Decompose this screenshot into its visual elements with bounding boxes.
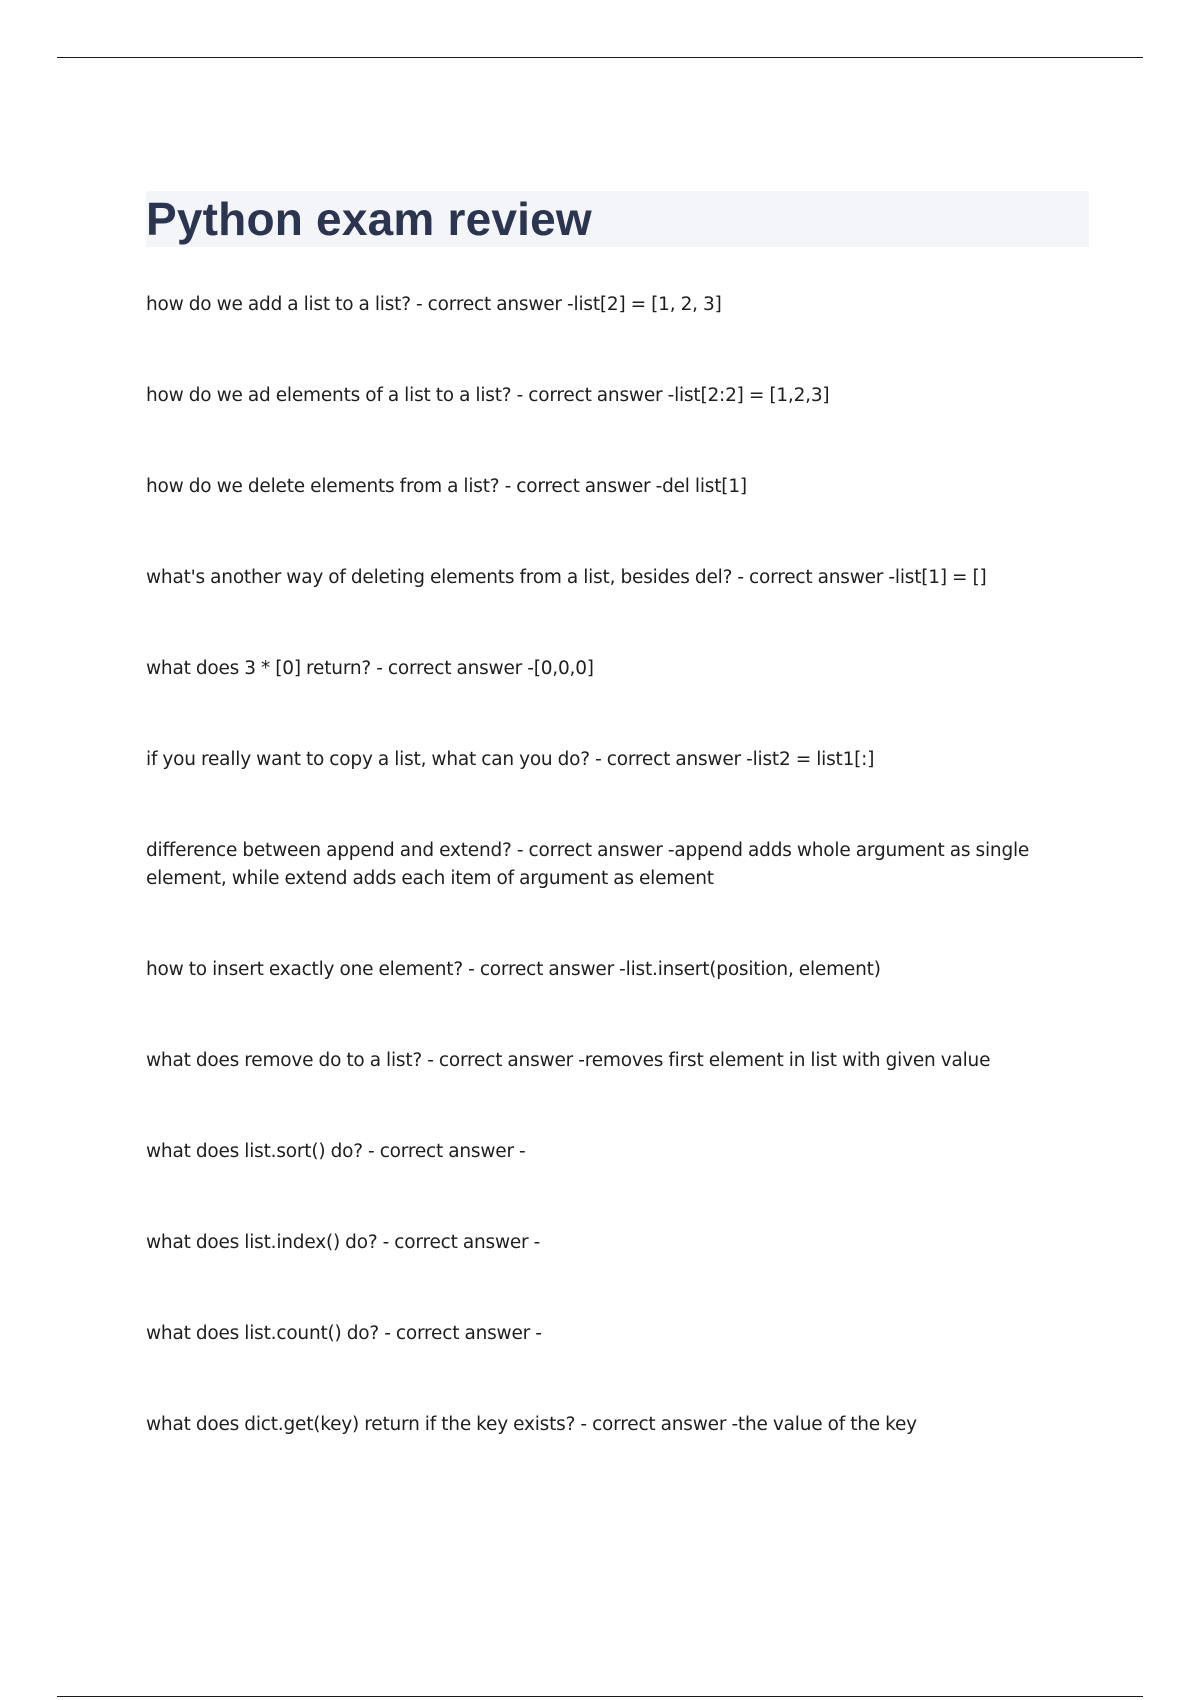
question-text: what does dict.get(key) return if the key exists?: [146, 1414, 576, 1435]
answer-separator: - correct answer -: [422, 1050, 585, 1071]
qa-item: [146, 473, 1046, 501]
qa-item: [146, 382, 1046, 410]
qa-item: [146, 291, 1046, 319]
question-text: what does remove do to a list?: [146, 1050, 423, 1071]
answer-separator: - correct answer -: [589, 749, 753, 770]
answer-text: list[1] = []: [894, 567, 987, 588]
question-text: how do we ad elements of a list to a list?: [146, 385, 512, 406]
answer-text: append adds whole argument as single element, while extend adds each item of argument as element: [146, 840, 1030, 889]
bottom-rule: [57, 1696, 1143, 1697]
answer-separator: - correct answer -: [511, 385, 675, 406]
page-title: Python exam review: [146, 193, 592, 245]
answer-text: del list[1]: [662, 476, 747, 497]
answer-text: [0,0,0]: [533, 658, 594, 679]
answer-text: removes first element in list with given value: [584, 1050, 991, 1071]
answer-separator: - correct answer -: [410, 294, 574, 315]
answer-text: list.insert(position, element): [625, 959, 881, 980]
question-text: how to insert exactly one element?: [146, 959, 463, 980]
answer-text: list2 = list1[:]: [752, 749, 875, 770]
answer-separator: - correct answer -: [462, 959, 626, 980]
question-text: difference between append and extend?: [146, 840, 512, 861]
answer-separator: - correct answer -: [371, 658, 534, 679]
answer-separator: - correct answer -: [379, 1323, 542, 1344]
question-text: how do we add a list to a list?: [146, 294, 411, 315]
answer-text: list[2:2] = [1,2,3]: [674, 385, 830, 406]
question-text: what does list.sort() do?: [146, 1141, 363, 1162]
question-text: what does list.count() do?: [146, 1323, 380, 1344]
qa-item: [146, 564, 1046, 592]
question-text: how do we delete elements from a list?: [146, 476, 500, 497]
qa-item: [146, 1229, 1046, 1257]
answer-separator: - correct answer -: [732, 567, 895, 588]
qa-list: [146, 291, 1046, 1502]
answer-separator: - correct answer -: [511, 840, 675, 861]
qa-item: [146, 956, 1046, 984]
question-text: what's another way of deleting elements from a list, besides del?: [146, 567, 733, 588]
answer-text: list[2] = [1, 2, 3]: [573, 294, 722, 315]
answer-separator: - correct answer -: [499, 476, 663, 497]
qa-item: [146, 655, 1046, 683]
qa-item: [146, 1138, 1046, 1166]
question-text: what does 3 * [0] return?: [146, 658, 372, 679]
qa-item: [146, 837, 1046, 893]
answer-text: the value of the key: [737, 1414, 917, 1435]
question-text: if you really want to copy a list, what can you do?: [146, 749, 590, 770]
answer-separator: - correct answer -: [362, 1141, 526, 1162]
qa-item: [146, 1047, 1046, 1075]
top-rule: [57, 57, 1143, 58]
answer-separator: - correct answer -: [377, 1232, 541, 1253]
answer-separator: - correct answer -: [575, 1414, 738, 1435]
qa-item: [146, 746, 1046, 774]
qa-item: [146, 1411, 1046, 1439]
qa-item: [146, 1320, 1046, 1348]
question-text: what does list.index() do?: [146, 1232, 378, 1253]
